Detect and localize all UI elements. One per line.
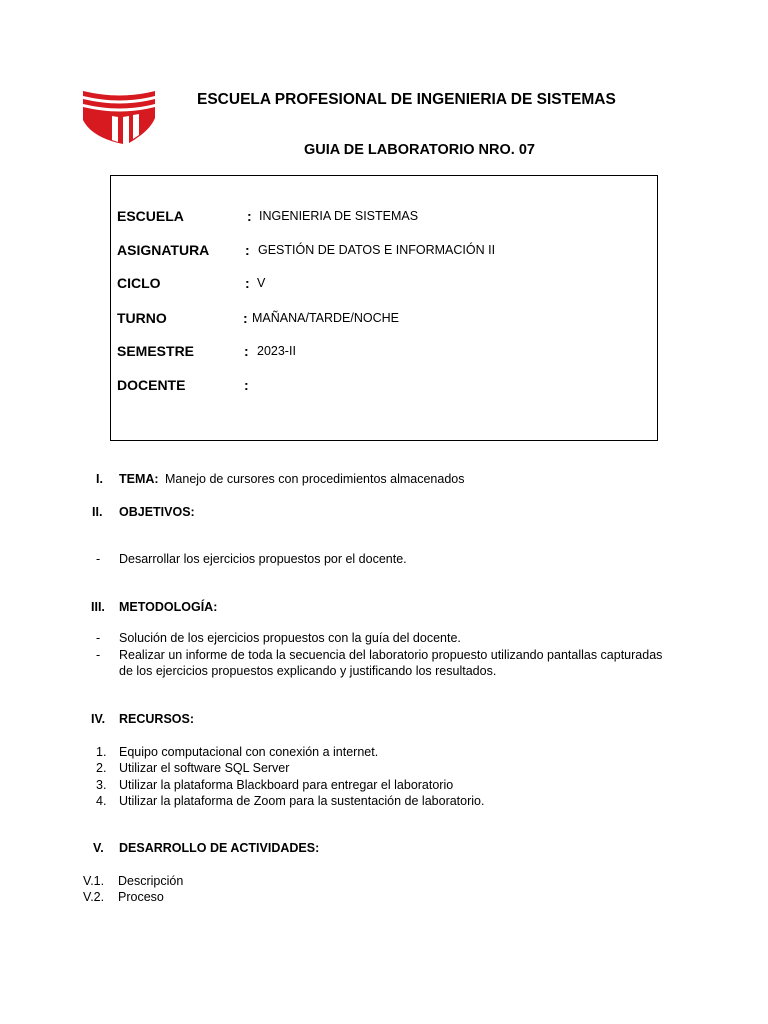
info-separator: : bbox=[243, 310, 248, 326]
info-value-asignatura: GESTIÓN DE DATOS E INFORMACIÓN II bbox=[258, 243, 496, 257]
info-label-turno: TURNO bbox=[117, 310, 167, 326]
info-value-escuela: INGENIERIA DE SISTEMAS bbox=[259, 209, 419, 223]
recurso-item: Utilizar el software SQL Server bbox=[119, 761, 290, 775]
info-label-docente: DOCENTE bbox=[117, 377, 186, 393]
list-bullet: - bbox=[96, 631, 101, 645]
recurso-item: Utilizar la plataforma de Zoom para la sustentación de laboratorio. bbox=[119, 794, 485, 808]
guide-title: GUIA DE LABORATORIO NRO. 07 bbox=[304, 142, 535, 158]
section-heading-tema: TEMA: bbox=[119, 472, 159, 486]
list-number: 1. bbox=[96, 745, 107, 759]
metodologia-item: Solución de los ejercicios propuestos con la guía del docente. bbox=[119, 631, 461, 645]
info-label-asignatura: ASIGNATURA bbox=[117, 242, 210, 258]
objetivo-item: Desarrollar los ejercicios propuestos por el docente. bbox=[119, 552, 407, 566]
info-separator: : bbox=[244, 377, 249, 393]
school-title: ESCUELA PROFESIONAL DE INGENIERIA DE SISTEMAS bbox=[197, 91, 616, 108]
info-value-ciclo: V bbox=[257, 276, 266, 290]
list-bullet: - bbox=[96, 552, 101, 566]
list-number: V.1. bbox=[83, 874, 105, 888]
info-value-semestre: 2023-II bbox=[257, 344, 296, 358]
section-heading-objetivos: OBJETIVOS: bbox=[119, 505, 195, 519]
info-separator: : bbox=[247, 208, 252, 224]
list-number: 4. bbox=[96, 794, 107, 808]
tema-text: Manejo de cursores con procedimientos almacenados bbox=[165, 472, 465, 486]
recurso-item: Utilizar la plataforma Blackboard para entregar el laboratorio bbox=[119, 778, 454, 792]
section-heading-metodologia: METODOLOGÍA: bbox=[119, 600, 218, 614]
list-bullet: - bbox=[96, 648, 101, 662]
desarrollo-item: Descripción bbox=[118, 874, 184, 888]
list-number: 2. bbox=[96, 761, 107, 775]
desarrollo-item: Proceso bbox=[118, 890, 164, 904]
info-value-turno: MAÑANA/TARDE/NOCHE bbox=[252, 311, 400, 325]
section-number: I. bbox=[96, 472, 103, 486]
info-label-ciclo: CICLO bbox=[117, 275, 161, 291]
info-separator: : bbox=[244, 343, 249, 359]
university-logo-icon bbox=[81, 88, 157, 144]
section-number: III. bbox=[91, 600, 105, 614]
section-number: II. bbox=[92, 505, 103, 519]
section-number: IV. bbox=[91, 712, 106, 726]
list-number: 3. bbox=[96, 778, 107, 792]
list-number: V.2. bbox=[83, 890, 105, 904]
info-separator: : bbox=[245, 242, 250, 258]
section-heading-desarrollo: DESARROLLO DE ACTIVIDADES: bbox=[119, 841, 320, 855]
section-heading-recursos: RECURSOS: bbox=[119, 712, 195, 726]
metodologia-item-continuation: de los ejercicios propuestos explicando y justificando los resultados. bbox=[119, 664, 497, 678]
recurso-item: Equipo computacional con conexión a internet. bbox=[119, 745, 379, 759]
info-label-escuela: ESCUELA bbox=[117, 208, 184, 224]
info-separator: : bbox=[245, 275, 250, 291]
info-label-semestre: SEMESTRE bbox=[117, 343, 195, 359]
metodologia-item: Realizar un informe de toda la secuencia del laboratorio propuesto utilizando pantallas capturadas bbox=[119, 648, 663, 662]
section-number: V. bbox=[93, 841, 104, 855]
